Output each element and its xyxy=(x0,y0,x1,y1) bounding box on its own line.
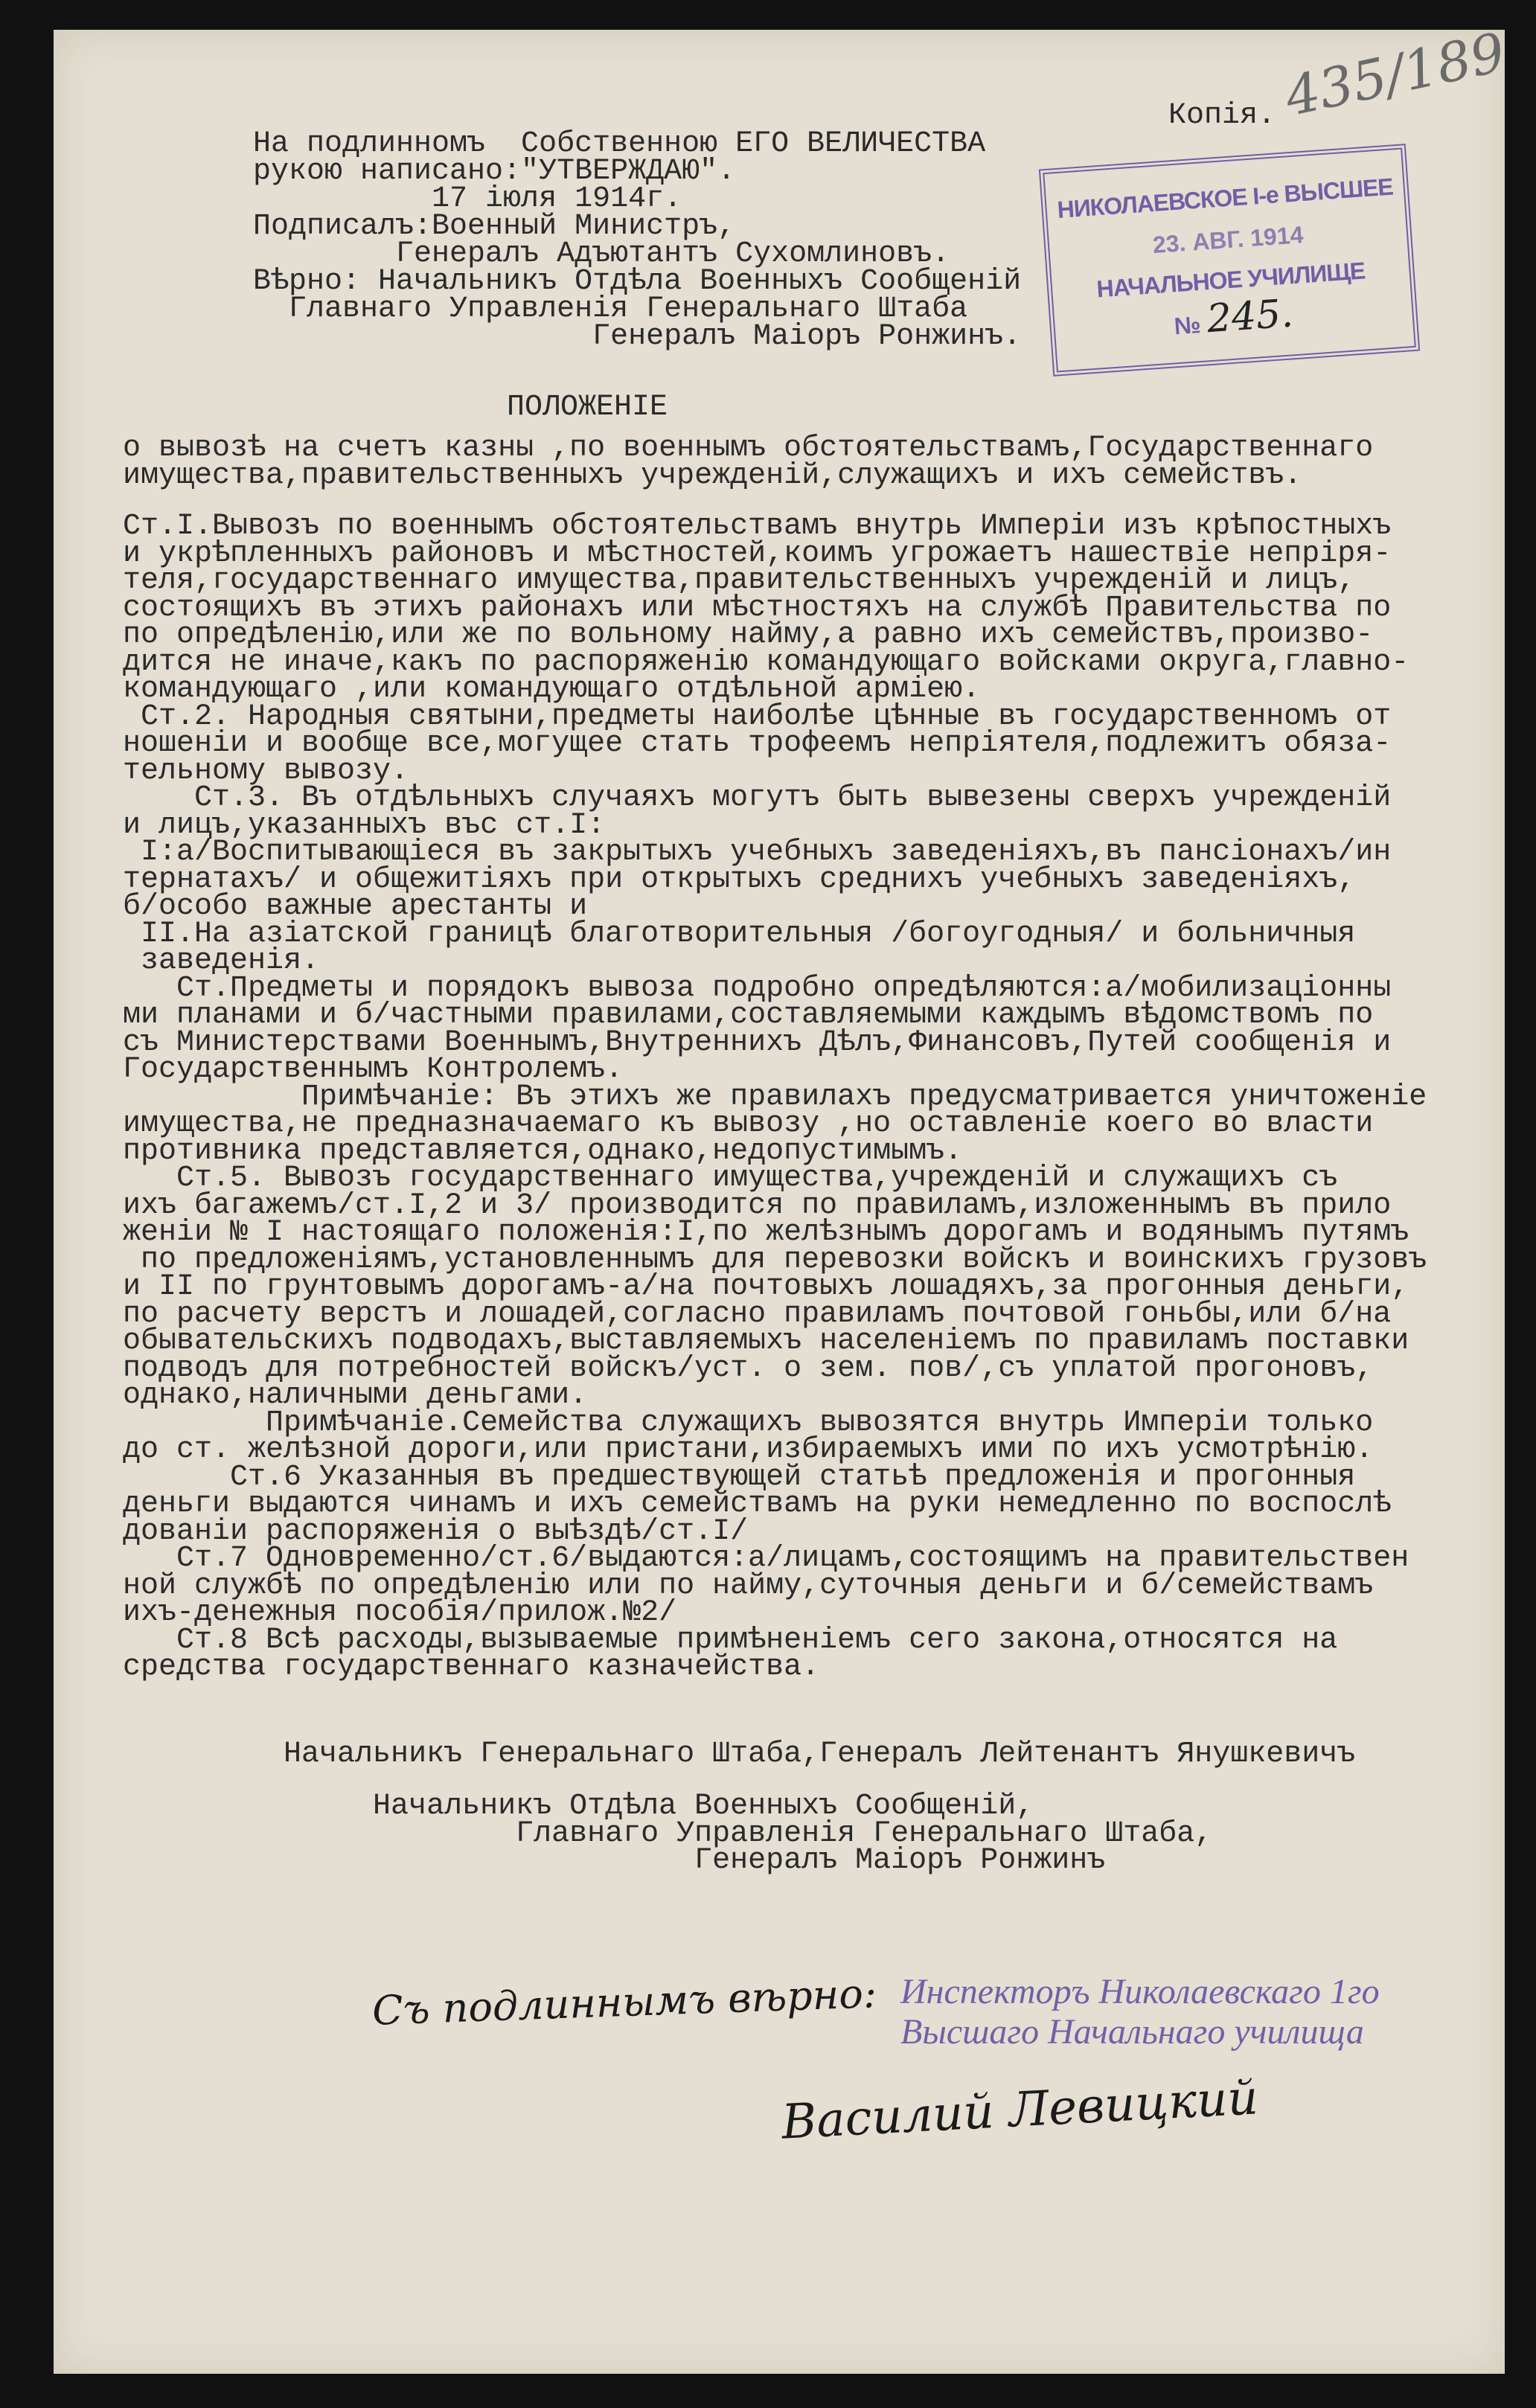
body-line: и лицъ,указанныхъ въс ст.I: xyxy=(123,808,606,842)
header-line: Главнаго Управленія Генеральнаго Штаба xyxy=(253,292,968,326)
stamp-school-name: НИКОЛАЕВСКОЕ I-е ВЫСШЕЕ xyxy=(1056,173,1394,223)
body-line: Примѣчаніе: Въ этихъ же правилахъ предусматривается уничтоженіе xyxy=(123,1080,1427,1114)
body-line: заведенія. xyxy=(123,944,320,978)
body-line: I:а/Воспитывающіеся въ закрытыхъ учебныхъ заведеніяхъ,въ пансіонахъ/ин xyxy=(123,836,1392,869)
body-line: состоящихъ въ этихъ районахъ или мѣстностяхъ на службѣ Правительства по xyxy=(123,591,1392,625)
signature-line: Начальникъ Отдѣла Военныхъ Сообщеній, xyxy=(123,1790,1034,1823)
pencil-archive-number: 435/189 xyxy=(1279,20,1511,129)
body-line: ной службѣ по опредѣленію или по найму,суточныя деньги и б/семействамъ xyxy=(123,1569,1374,1603)
body-line: Примѣчаніе.Семейства служащихъ вывозятся внутрь Имперіи только xyxy=(123,1406,1374,1440)
signature-line: Генералъ Маіоръ Ронжинъ xyxy=(123,1844,1106,1877)
body-line: противника представляется,однако,недопустимымъ. xyxy=(123,1134,963,1168)
body-line: дится не иначе,какъ по распоряженію командующаго войсками округа,главно- xyxy=(123,645,1409,679)
signature-dept-chief xyxy=(123,1790,1213,1877)
body-line: Ст.7 Одновременно/ст.6/выдаются:а/лицамъ,состоящимъ на правительствен xyxy=(123,1542,1409,1575)
body-line: Ст.5. Вывозъ государственнаго имущества,учрежденій и служащихъ съ xyxy=(123,1162,1338,1195)
body-line: съ Министерствами Военнымъ,Внутреннихъ Дѣлъ,Финансовъ,Путей сообщенія и xyxy=(123,1025,1392,1060)
body-line: Государственнымъ Контролемъ. xyxy=(123,1053,624,1086)
body-line: тельному вывозу. xyxy=(123,754,409,788)
body-line: II.На азіатской границѣ благотворительныя /богоугодныя/ и больничныя xyxy=(123,917,1356,951)
header-line: 17 іюля 1914г. xyxy=(253,182,682,216)
body-line: Ст.I.Вывозъ по военнымъ обстоятельствамъ внутрь Имперіи изъ крѣпостныхъ xyxy=(123,510,1392,543)
body-line: Ст.8 Всѣ расходы,вызываемые примѣненіемъ сего закона,относятся на xyxy=(123,1623,1338,1657)
stamp-school-type: НАЧАЛЬНОЕ УЧИЛИЩЕ xyxy=(1095,257,1366,303)
header-line: Генералъ Маіоръ Ронжинъ. xyxy=(253,320,1022,353)
body-line: по опредѣленію,или же по вольному найму,а равно ихъ семействъ,произво- xyxy=(123,618,1374,652)
signature-chief-of-staff: Начальникъ Генеральнаго Штаба,Генералъ Лейтенантъ Янушкевичъ xyxy=(123,1738,1356,1771)
body-line: имущества,не предназначаемаго къ вывозу ,но оставленіе коего во власти xyxy=(123,1107,1374,1141)
school-registration-stamp xyxy=(1039,144,1420,377)
body-line: и укрѣпленныхъ районовъ и мѣстностей,коимъ угрожаетъ нашествіе непріря- xyxy=(123,537,1392,571)
document-title: ПОЛОЖЕНІЕ xyxy=(507,391,668,424)
copy-label: Копія. xyxy=(1168,99,1276,132)
body-line: и II по грунтовымъ дорогамъ-а/на почтовыхъ лошадяхъ,за прогонныя деньги, xyxy=(123,1270,1409,1304)
handwritten-signature: Василий Левицкий xyxy=(780,2070,1260,2151)
body-line: Ст.6 Указанныя въ предшествующей статьѣ предложенія и прогонныя xyxy=(123,1460,1356,1494)
body-line: ношеніи и вообще все,могущее стать трофеемъ непріятеля,подлежитъ обяза- xyxy=(123,727,1392,760)
body-line: Ст.Предметы и порядокъ вывоза подробно опредѣляются:а/мобилизаціонны xyxy=(123,971,1392,1005)
body-line: обывательскихъ подводахъ,выставляемыхъ населеніемъ по правиламъ поставки xyxy=(123,1325,1409,1358)
header-line: Вѣрно: Начальникъ Отдѣла Военныхъ Сообщеній xyxy=(253,265,1022,298)
subtitle-line: о вывозѣ на счетъ казны ,по военнымъ обстоятельствамъ,Государственнаго xyxy=(123,432,1374,465)
body-line: Ст.2. Народныя святыни,предметы наиболѣе цѣнные въ государственномъ от xyxy=(123,699,1392,734)
stamp-number-prefix: № xyxy=(1173,310,1202,340)
header-line: Генералъ Адъютантъ Сухомлиновъ. xyxy=(253,237,950,271)
body-line: командующаго ,или командующаго отдѣльной арміею. xyxy=(123,673,981,706)
body-line: по предложеніямъ,установленнымъ для перевозки войскъ и воинскихъ грузовъ xyxy=(123,1243,1427,1277)
header-line: рукою написано:"УТВЕРЖДАЮ". xyxy=(253,155,736,188)
body-line: ихъ-денежныя пособія/прилож.№2/ xyxy=(123,1596,677,1630)
inspector-stamp xyxy=(900,1972,1380,2052)
body-line: тернатахъ/ и общежитіяхъ при открытыхъ среднихъ учебныхъ заведеніяхъ, xyxy=(123,862,1356,897)
body-line: б/особо важные арестанты и xyxy=(123,890,588,923)
stamp-number: 245. xyxy=(1205,291,1295,342)
body-line: теля,государственнаго имущества,правительственныхъ учрежденій и лицъ, xyxy=(123,564,1356,598)
header-line: Подписалъ:Военный Министръ, xyxy=(253,210,736,243)
handwritten-certification: Съ подлиннымъ вѣрно: xyxy=(371,1970,878,2034)
approval-header xyxy=(253,127,1022,353)
document-body xyxy=(123,510,1427,1684)
stamp-date: 23. АВГ. 1914 xyxy=(1151,221,1305,259)
subtitle-line: имущества,правительственныхъ учрежденій,служащихъ и ихъ семействъ. xyxy=(123,458,1302,493)
signature-line: Главнаго Управленія Генеральнаго Штаба, xyxy=(123,1816,1213,1851)
body-line: средства государственнаго казначейства. xyxy=(123,1650,820,1684)
body-line: до ст. желѣзной дороги,или пристани,избираемыхъ ими по ихъ усмотрѣнію. xyxy=(123,1433,1374,1467)
inspector-stamp-line2: Высшаго Начальнаго училища xyxy=(900,2012,1364,2052)
body-line: однако,наличными деньгами. xyxy=(123,1379,588,1412)
body-line: деньги выдаются чинамъ и ихъ семействамъ на руки немедленно по воспослѣ xyxy=(123,1488,1392,1521)
inspector-stamp-line1: Инспекторъ Николаевскаго 1го xyxy=(900,1972,1380,2011)
body-line: дованіи распоряженія о выѣздѣ/ст.I/ xyxy=(123,1514,749,1549)
body-line: ми планами и б/частными правилами,составляемыми каждымъ вѣдомствомъ по xyxy=(123,999,1374,1032)
body-line: подводъ для потребностей войскъ/уст. о зем. пов/,съ уплатой прогоновъ, xyxy=(123,1351,1374,1386)
body-line: ихъ багажемъ/ст.I,2 и 3/ производится по правиламъ,изложеннымъ въ прило xyxy=(123,1188,1392,1223)
header-line: На подлинномъ Собственною ЕГО ВЕЛИЧЕСТВА xyxy=(253,127,986,161)
body-line: женіи № I настоящаго положенія:I,по желѣзнымъ дорогамъ и водянымъ путямъ xyxy=(123,1216,1409,1249)
body-line: по расчету верстъ и лошадей,согласно правиламъ почтовой гоньбы,или б/на xyxy=(123,1297,1392,1331)
body-line: Ст.3. Въ отдѣльныхъ случаяхъ могутъ быть вывезены сверхъ учрежденій xyxy=(123,781,1392,815)
document-subtitle xyxy=(123,432,1374,493)
